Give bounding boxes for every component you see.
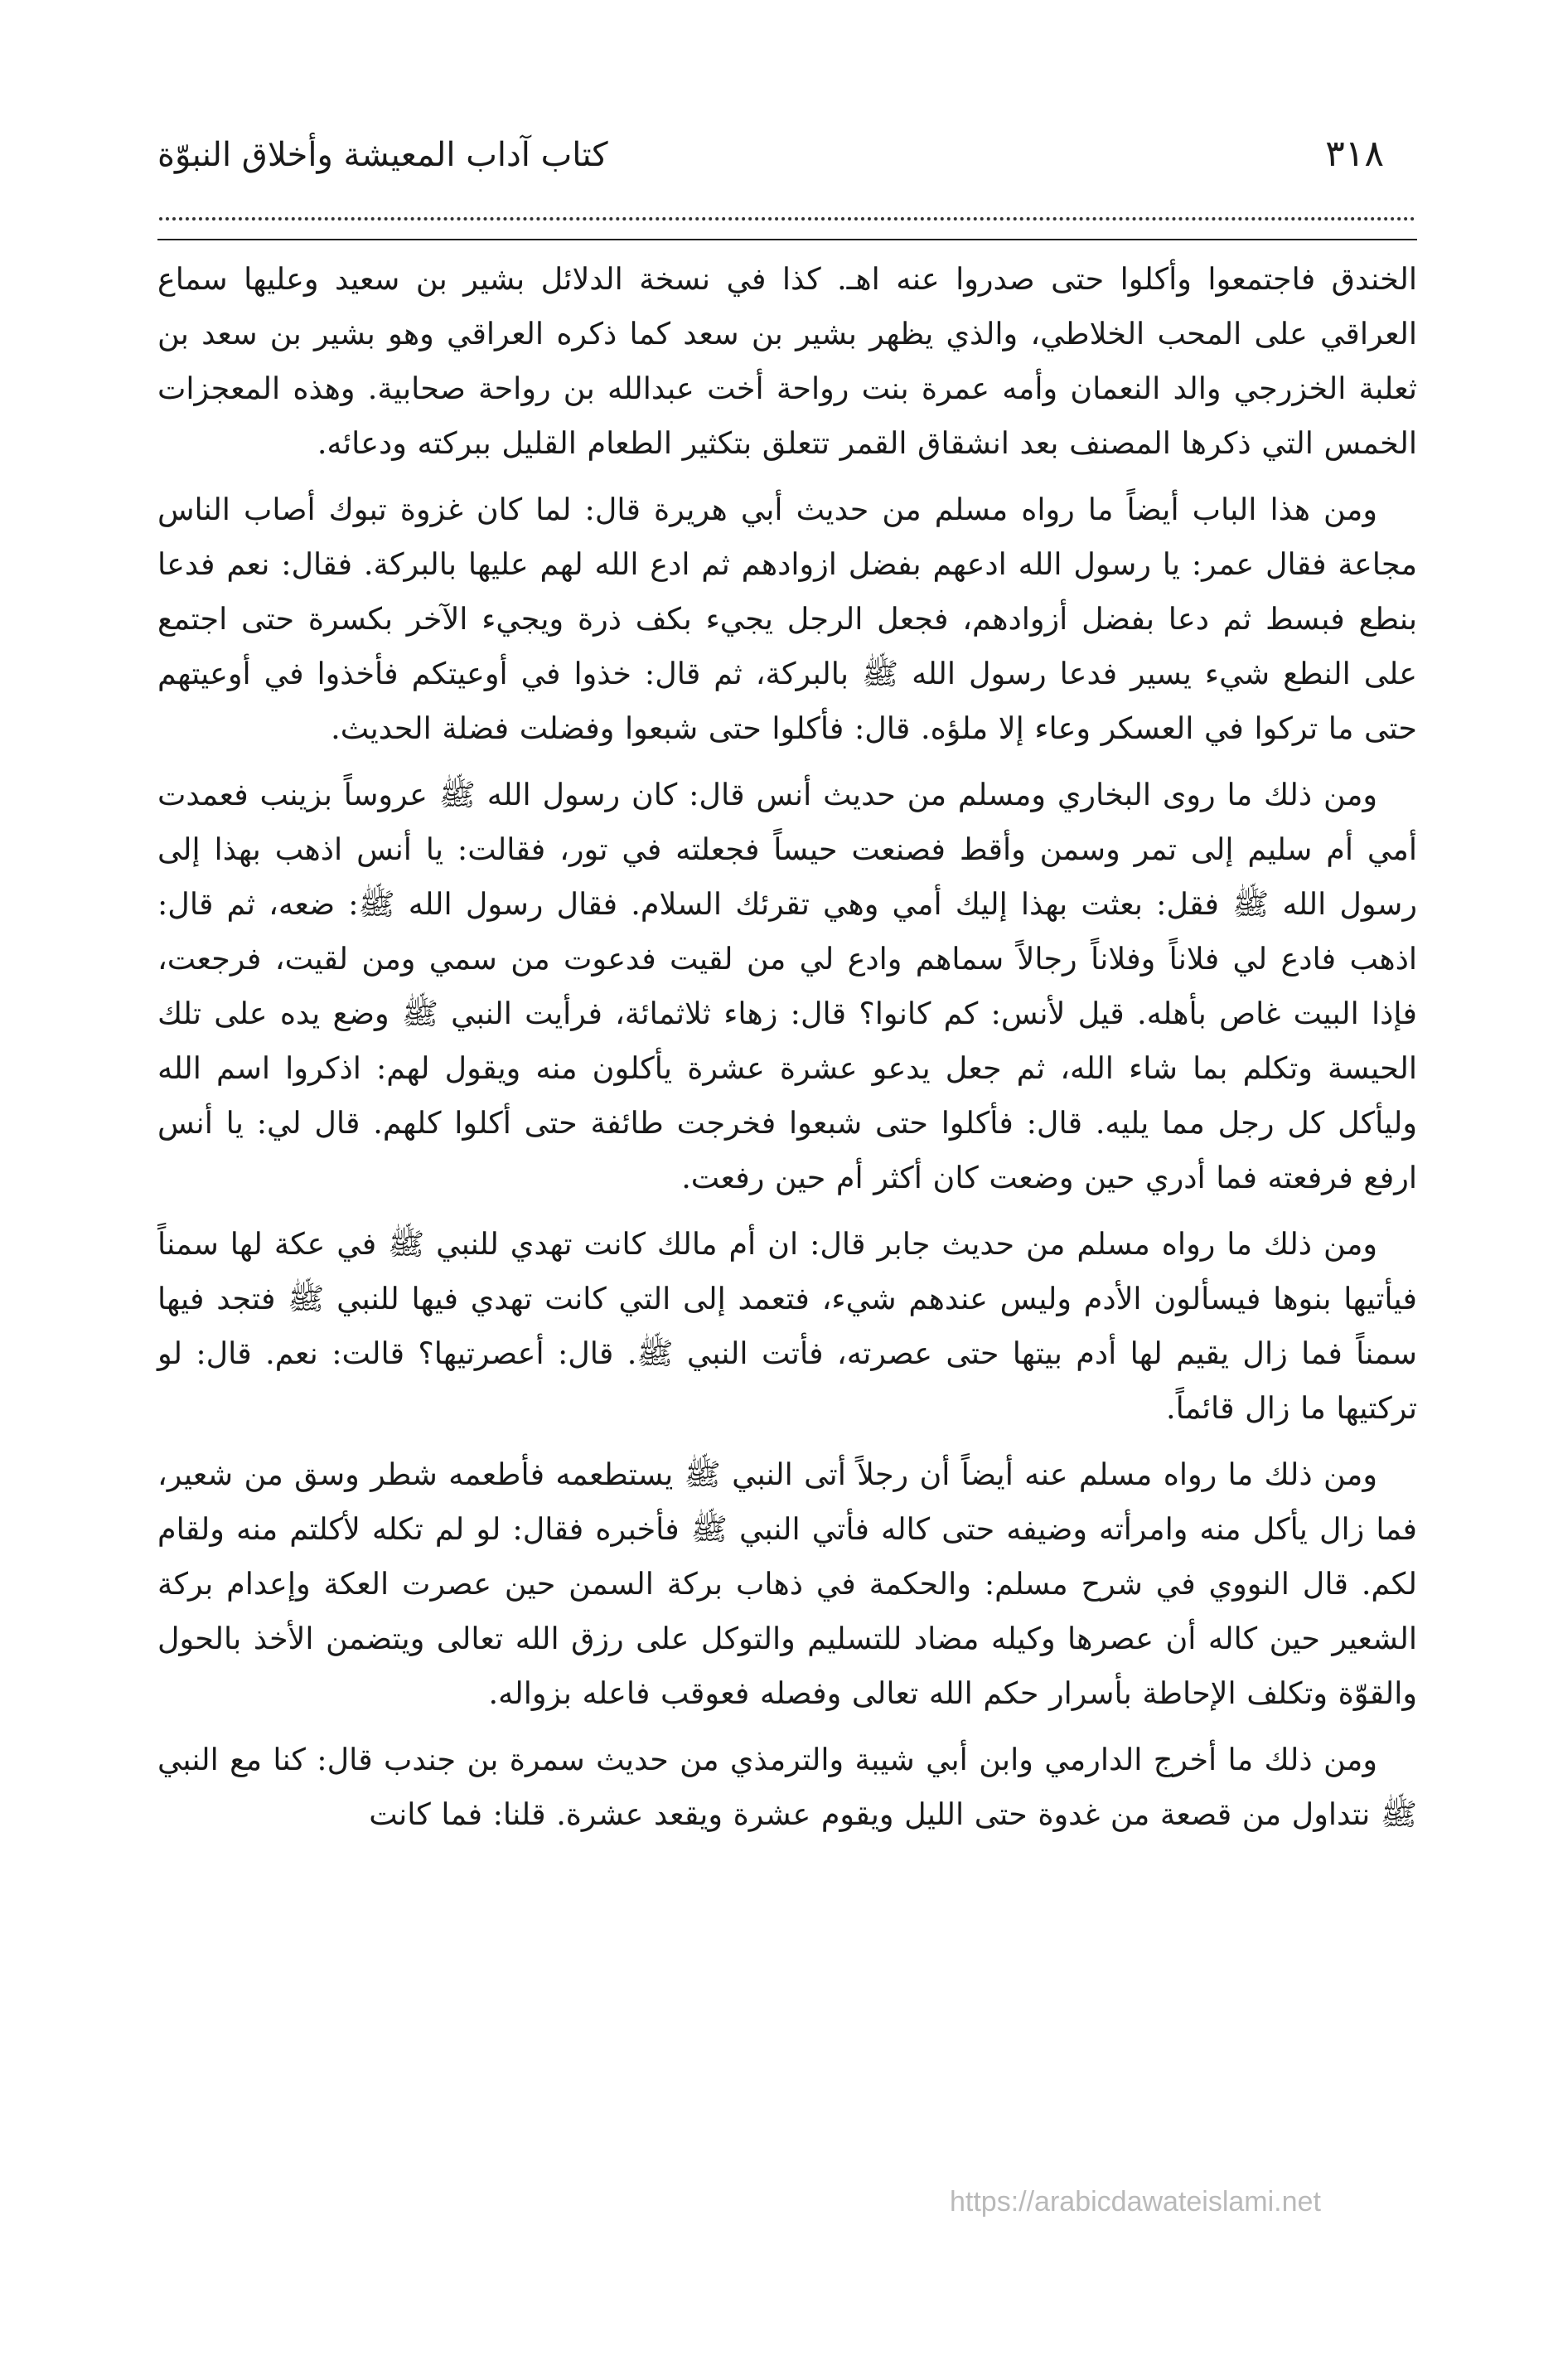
book-page [157,124,1417,2280]
page-number: ٣١٨ [1325,133,1384,175]
paragraph: ومن ذلك ما رواه مسلم من حديث جابر قال: ان أم مالك كانت تهدي للنبي ﷺ في عكة لها سمناً فيأتيها بنوها فيسألون الأدم وليس عندهم شيء، فتعمد إلى التي كانت تهدي فيها للنبي ﷺ فتجد فيها سمناً فما زال يقيم لها أدم بيتها حتى عصرته، فأتت النبي ﷺ. قال: أعصرتيها؟ قالت: نعم. قال: لو تركتيها ما زال قائماً. [157,1226,1417,1426]
paragraph: ومن ذلك ما رواه مسلم عنه أيضاً أن رجلاً أتى النبي ﷺ يستطعمه فأطعمه شطر وسق من شعير، فما زال يأكل منه وامرأته وضيفه حتى كاله فأتي النبي ﷺ فأخبره فقال: لو لم تكله لأكلتم منه ولقام لكم. قال النووي في شرح مسلم: والحكمة في ذهاب بركة السمن حين عصرت العكة وإعدام بركة الشعير حين كاله أن عصرها وكيله مضاد للتسليم والتوكل على رزق الله تعالى ويتضمن الأخذ بالحول والقوّة وتكلف الإحاطة بأسرار حكم الله تعالى وفصله فعوقب فاعله بزواله. [157,1457,1417,1711]
paragraph: ومن ذلك ما روى البخاري ومسلم من حديث أنس قال: كان رسول الله ﷺ عروساً بزينب فعمدت أمي أم سليم إلى تمر وسمن وأقط فصنعت حيساً فجعلته في تور، فقالت: يا أنس اذهب بهذا إلى رسول الله ﷺ فقل: بعثت بهذا إليك أمي وهي تقرئك السلام. فقال رسول الله ﷺ: ضعه، ثم قال: اذهب فادع لي فلاناً وفلاناً رجالاً سماهم وادع لي من لقيت فدعوت من سمي ومن لقيت، فرجعت، فإذا البيت غاص بأهله. قيل لأنس: كم كانوا؟ قال: زهاء ثلاثمائة، فرأيت النبي ﷺ وضع يده على تلك الحيسة وتكلم بما شاء الله، ثم جعل يدعو عشرة عشرة يأكلون منه ويقول لهم: اذكروا اسم الله وليأكل كل رجل مما يليه. قال: فأكلوا حتى شبعوا فخرجت طائفة حتى أكلوا كلهم. قال لي: يا أنس ارفع فرفعته فما أدري حين وضعت كان أكثر أم حين رفعت. [157,777,1417,1195]
paragraph: الخندق فاجتمعوا وأكلوا حتى صدروا عنه اهـ. كذا في نسخة الدلائل بشير بن سعيد وعليها سماع العراقي على المحب الخلاطي، والذي يظهر بشير بن سعد كما ذكره العراقي وهو بشير بن سعد بن ثعلبة الخزرجي والد النعمان وأمه عمرة بنت رواحة أخت عبدالله بن رواحة صحابية. وهذه المعجزات الخمس التي ذكرها المصنف بعد انشقاق القمر تتعلق بتكثير الطعام القليل ببركته ودعائه. [157,261,1417,461]
dotted-divider [159,214,1415,221]
running-title: كتاب آداب المعيشة وأخلاق النبوّة [157,136,608,174]
page-header [157,124,1417,191]
watermark-url: https://arabicdawateislami.net [950,2186,1321,2218]
body-text [157,252,1417,1842]
paragraph: ومن هذا الباب أيضاً ما رواه مسلم من حديث أبي هريرة قال: لما كان غزوة تبوك أصاب الناس مجاعة فقال عمر: يا رسول الله ادعهم بفضل ازوادهم ثم ادع الله لهم عليها بالبركة. فقال: نعم فدعا بنطع فبسط ثم دعا بفضل أزوادهم، فجعل الرجل يجيء بكف ذرة ويجيء الآخر بكسرة حتى اجتمع على النطع شيء يسير فدعا رسول الله ﷺ بالبركة، ثم قال: خذوا في أوعيتكم فأخذوا في أوعيتهم حتى ما تركوا في العسكر وعاء إلا ملؤه. قال: فأكلوا حتى شبعوا وفضلت فضلة الحديث. [157,492,1417,746]
paragraph: ومن ذلك ما أخرج الدارمي وابن أبي شيبة والترمذي من حديث سمرة بن جندب قال: كنا مع النبي ﷺ نتداول من قصعة من غدوة حتى الليل ويقوم عشرة ويقعد عشرة. قلنا: فما كانت [157,1742,1417,1832]
solid-divider [157,239,1417,240]
